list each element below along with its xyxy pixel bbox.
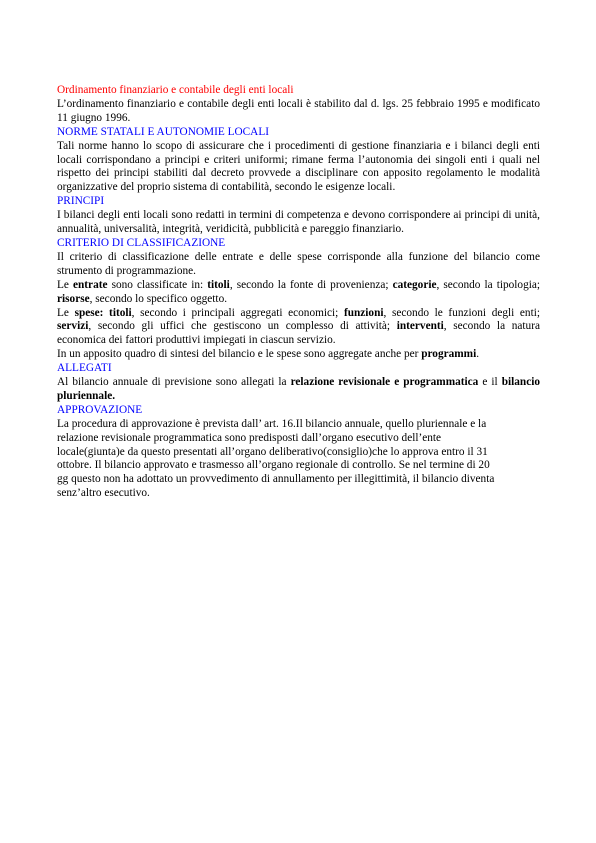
bold-run: funzioni	[343, 306, 384, 319]
bold-run: servizi	[57, 320, 89, 333]
section-heading-criterio: CRITERIO DI CLASSIFICAZIONE	[57, 236, 226, 249]
text-run: , secondo i principali aggregati economici;	[131, 306, 344, 319]
section-text-criterio-1: Il criterio di classificazione delle entrate e delle spese corrisponde alla funzione del bilancio come strumento di programmazione.	[57, 250, 540, 277]
text-run: .	[476, 348, 480, 361]
section-text-norme: Tali norme hanno lo scopo di assicurare che i procedimenti di gestione finanziaria e i bilanci degli enti locali corrispondano a principi e criteri uniformi; rimane ferma l’autonomia dei singoli enti i quali nel rispetto dei principi stabiliti dal decreto provvede a disciplinare con apposito regolamento le modalità organizzative del proprio sistema di contabilità, secondo le esigenze locali.	[57, 139, 540, 194]
bold-run: categorie	[392, 278, 437, 291]
text-run: Le	[57, 278, 73, 291]
section-text-principi: I bilanci degli enti locali sono redatti in termini di competenza e devono corrispondere ai principi di unità, annualità, universalità, integrità, veridicità, pubblicità e pareggio finanziario.	[57, 209, 540, 236]
bold-run: spese: titoli	[74, 306, 132, 319]
text-run: e il	[478, 376, 502, 389]
bold-run: titoli	[207, 278, 230, 291]
bold-run: risorse	[57, 292, 90, 305]
intro-paragraph: L’ordinamento finanziario e contabile degli enti locali è stabilito dal d. lgs. 25 febbraio 1995 e modificato 11 giugno 1996.	[57, 97, 540, 124]
text-run: In un apposito quadro di sintesi del bilancio e le spese sono aggregate anche per	[57, 348, 422, 361]
text-run: , secondo le funzioni degli enti;	[383, 306, 540, 319]
section-heading-allegati: ALLEGATI	[57, 362, 112, 375]
section-text-programmi	[57, 348, 540, 362]
text-run: , secondo la tipologia;	[436, 278, 541, 291]
text-run: sono classificate in:	[107, 278, 208, 291]
text-run: Le	[57, 306, 75, 319]
document-title: Ordinamento finanziario e contabile degli enti locali	[57, 84, 294, 96]
section-heading-norme: NORME STATALI E AUTONOMIE LOCALI	[57, 125, 269, 138]
section-text-spese	[57, 307, 540, 349]
text-run: , secondo la natura economica dei fattori produttivi impiegati in ciascun servizio.	[57, 320, 540, 347]
section-text-allegati	[57, 376, 540, 404]
section-text-approvazione: La procedura di approvazione è prevista dall’ art. 16.Il bilancio annuale, quello pluriennale e la relazione revisionale programmatica sono predisposti dall’organo esecutivo dell’ente locale(giunta)e da questo presentati all’organo deliberativo(consiglio)che lo approva entro il 31 ottobre. Il bilancio approvato e trasmesso all’organo regionale di controllo. Se nel termine di 20 gg questo non ha adottato un provvedimento di annullamento per illegittimità, il bilancio diventa senz’altro esecutivo.	[57, 417, 495, 500]
text-run: , secondo la fonte di provenienza;	[229, 278, 393, 291]
text-run: Al bilancio annuale di previsione sono allegati la	[57, 376, 291, 389]
text-run: , secondo gli uffici che gestiscono un complesso di attività;	[88, 320, 397, 333]
bold-run: bilancio pluriennale.	[57, 376, 540, 402]
section-text-entrate	[57, 279, 540, 307]
bold-run: programmi	[421, 348, 477, 361]
section-heading-principi: PRINCIPI	[57, 195, 105, 208]
text-run: , secondo lo specifico oggetto.	[89, 292, 228, 305]
bold-run: entrate	[73, 278, 108, 291]
bold-run: relazione revisionale e programmatica	[290, 376, 479, 389]
section-heading-approvazione: APPROVAZIONE	[57, 403, 143, 416]
bold-run: interventi	[396, 320, 444, 333]
